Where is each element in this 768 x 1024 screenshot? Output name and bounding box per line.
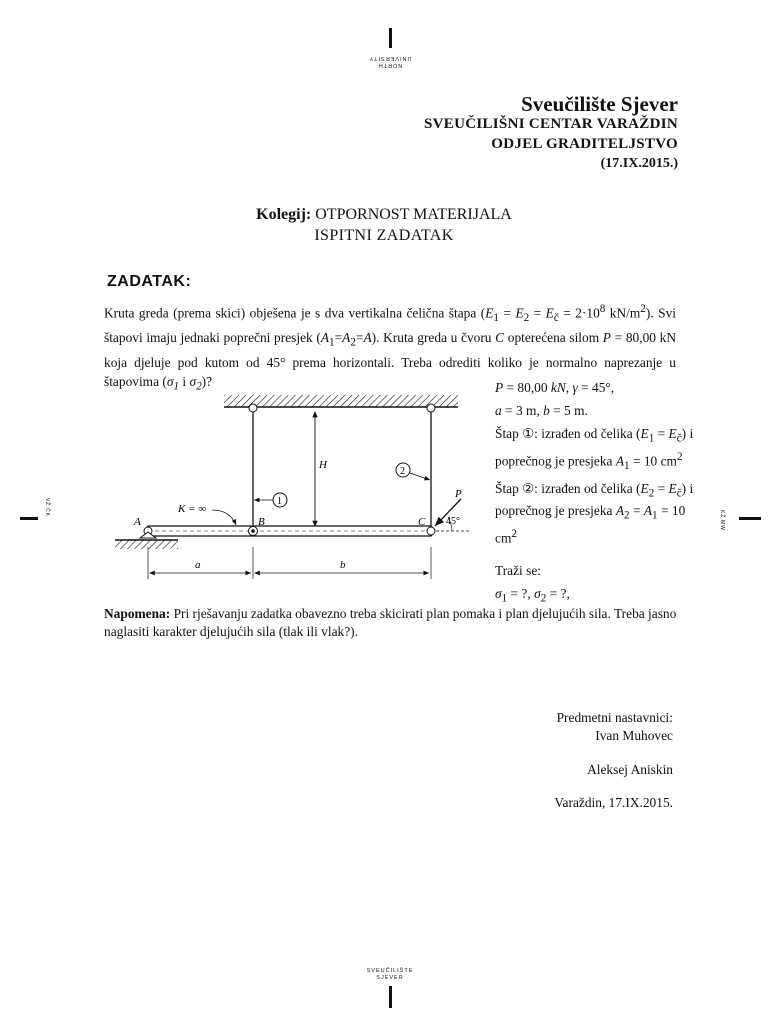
teacher-2: Aleksej Aniskin xyxy=(587,762,673,777)
university-name: Sveučilište Sjever xyxy=(521,92,678,116)
hinge-top-1 xyxy=(249,404,257,412)
label-C: C xyxy=(418,516,426,528)
logo-bar xyxy=(389,28,392,48)
exam-title: ISPITNI ZADATAK xyxy=(314,227,454,244)
param-bar-2: Štap ②: izrađen od čelika $(E_2 = E_č)$ i poprečnog je presjeka $A_2 = A_1 = 10$ $cm^2$ xyxy=(495,480,694,546)
label-B: B xyxy=(258,516,265,528)
center-name: SVEUČILIŠNI CENTAR VARAŽDIN xyxy=(424,116,678,132)
joint-B-center xyxy=(251,529,255,533)
header-date: (17.IX.2015.) xyxy=(600,156,678,171)
bar-2-number: 2 xyxy=(400,466,405,477)
label-b: b xyxy=(340,559,346,571)
given-parameters xyxy=(495,379,695,607)
param-load: P = 80,00 kN, γ = 45°, xyxy=(495,380,615,395)
joint-C xyxy=(427,527,435,535)
department-name: ODJEL GRADITELJSTVO xyxy=(491,136,678,152)
mark-bar xyxy=(20,517,38,520)
param-bar-1: Štap ①: izrađen od čelika $(E_1 = E_č)$ i poprečnog je presjeka $A_1 = 10$ $cm^2$ xyxy=(495,426,694,472)
stiffness-pointer xyxy=(212,510,236,525)
seek-values: $\sigma_1$ = ?, $\sigma_2$ = ?, xyxy=(495,585,570,605)
logo-bar xyxy=(389,986,392,1008)
teacher-1: Ivan Muhovec xyxy=(595,728,673,743)
bar-1-number: 1 xyxy=(277,496,282,507)
side-text-left xyxy=(44,498,50,517)
label-A: A xyxy=(134,516,141,528)
university-logo-top xyxy=(340,28,440,68)
signature-role: Predmetni nastavnici: xyxy=(556,710,673,725)
task-heading: ZADATAK: xyxy=(107,273,192,290)
task-text: Kruta greda (prema skici) obješena je s dva vertikalna čelična štapa ($E_1 = E_2 = E_č = 2\cdot 10^8$ $kN/m^2$). Svi štapovi imaju jednaki poprečni presjek $(A_1=A_2=A)$. Kruta greda u čvoru C opterećena silom P = 80,00 kN koja djeluje pod kutom od 45° prema horizontali. Treba odrediti koliko je normalno naprezanje u štapovima ($\sigma_1$ i $\sigma_2$)? xyxy=(104,303,676,393)
beam-diagram xyxy=(100,385,490,585)
bar-2-pointer xyxy=(410,473,430,480)
logo-text xyxy=(340,968,440,982)
span-dimensions xyxy=(148,547,431,579)
hinge-top-2 xyxy=(427,404,435,412)
label-P: P xyxy=(455,488,462,500)
logo-line: UNIVERSITY xyxy=(368,55,412,61)
logo-line: SVEUČILIŠTE xyxy=(366,968,414,974)
label-H: H xyxy=(319,459,327,471)
side-label: VŽ ČK xyxy=(44,498,50,517)
binding-mark-left xyxy=(20,511,38,520)
course-label: Kolegij: xyxy=(256,206,312,223)
course-name: OTPORNOST MATERIJALA xyxy=(315,206,512,223)
course-line xyxy=(0,206,768,224)
place-date: Varaždin, 17.IX.2015. xyxy=(554,795,673,810)
label-K: K = ∞ xyxy=(178,503,207,515)
side-text-right xyxy=(719,510,725,531)
note-label: Napomena: xyxy=(104,606,171,621)
side-label: KŽ MW xyxy=(719,510,725,531)
note xyxy=(104,605,684,641)
label-a: a xyxy=(195,559,201,571)
seek-label: Traži se: xyxy=(495,562,541,578)
label-angle: 45° xyxy=(446,516,460,527)
note-text: Pri rješavanju zadatka obavezno treba skicirati plan pomaka i plan djelujućih sila. Treba jasno naglasiti karakter djelujućih sila (tlak ili vlak?). xyxy=(104,606,677,639)
logo-line: NORTH xyxy=(377,62,403,68)
logo-text xyxy=(340,54,440,68)
binding-mark-right xyxy=(729,511,761,520)
university-logo-bottom xyxy=(340,968,440,1008)
ceiling-support xyxy=(224,395,458,407)
logo-line: SJEVER xyxy=(376,975,404,981)
mark-bar xyxy=(739,517,761,520)
param-lengths: a = 3 m, b = 5 m. xyxy=(495,403,588,418)
